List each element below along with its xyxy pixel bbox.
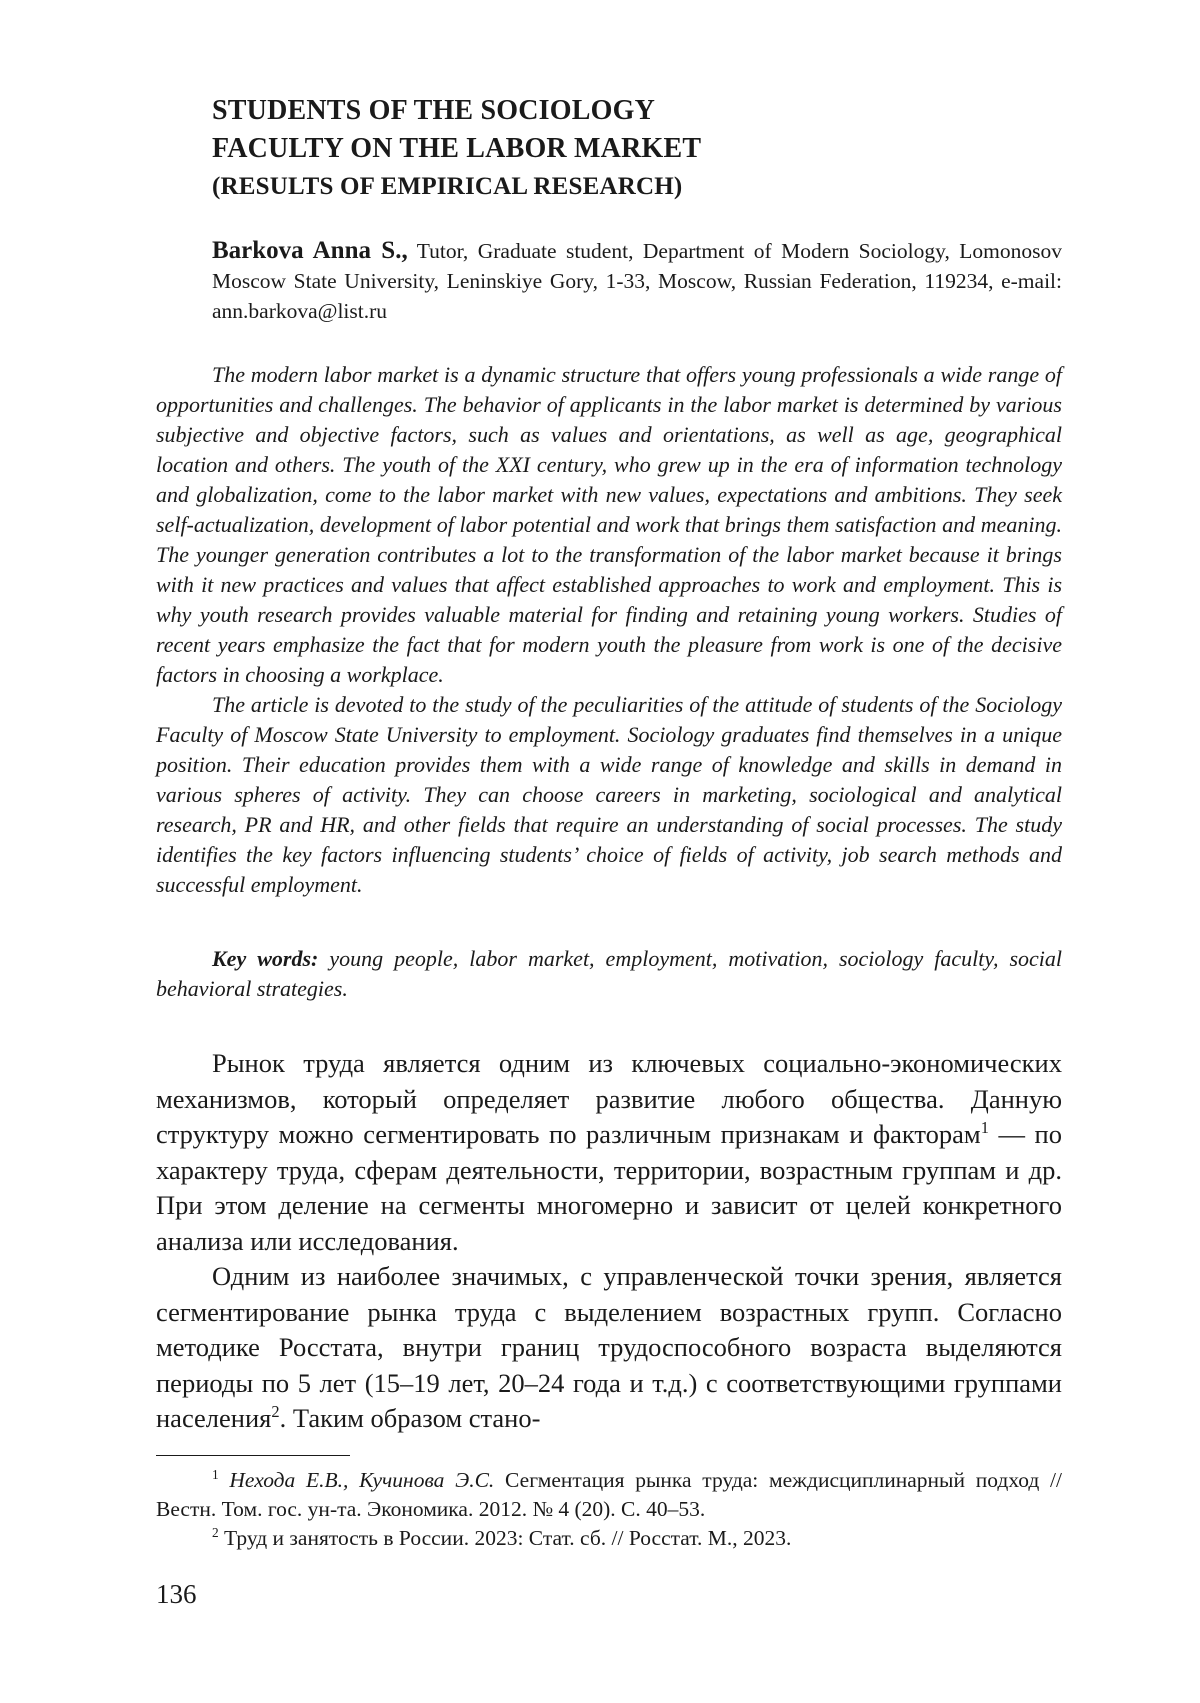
abstract-paragraph-1: The modern labor market is a dynamic structure that offers young professionals a wide range of opportunities and challenges. The behavior of applicants in the labor market is determined by various subjective and objective factors, such as values and orientations, as well as age, geographical location and others. The youth of the XXI century, who grew up in the era of information technology and globalization, come to the labor market with new values, expectations and ambitions. They seek self-actualization, development of labor potential and work that brings them satisfaction and meaning. The younger generation contributes a lot to the transformation of the labor market because it brings with it new practices and values that affect established approaches to work and employment. This is why youth research provides valuable material for finding and retaining young workers. Studies of recent years emphasize the fact that for modern youth the pleasure from work is one of the decisive factors in choosing a workplace. [156,362,1062,687]
body-p2-text-a: Одним из наиболее значимых, с управленческой точки зрения, является сегментирование рынка труда с выделением возрастных групп. Согласно методике Росстата, внутри границ трудоспособного возраста выделяются периоды по 5 лет (15–19 лет, 20–24 года и т.д.) с соответствующими группами населения [156,1261,1062,1433]
keywords-text: young people, labor market, employment, motivation, sociology faculty, social behavioral strategies. [156,946,1063,1001]
title-line-2: FACULTY ON THE LABOR MARKET [212,133,702,164]
body-p1-text-b: — по характеру труда, сферам деятельности, территории, возрастным группам и др. При этом деление на сегменты многомерно и зависит от целей конкретного анализа или исследования. [156,1119,1062,1256]
body-paragraph-1 [156,1046,1062,1259]
abstract [156,360,1062,900]
footnote-ref-1[interactable]: 1 [980,1117,989,1137]
footnote-1-text: Сегментация рынка труда: междисциплинарный подход // Вестн. Том. гос. ун-та. Экономика. 2012. № 4 (20). С. 40–53. [156,1468,1062,1521]
keywords-label: Key words: [212,946,319,971]
footnote-divider [156,1455,350,1456]
footnote-2 [156,1524,1062,1553]
author-block [212,236,1062,326]
body-text [156,1046,1062,1437]
footnote-ref-2[interactable]: 2 [271,1401,280,1421]
title-line-3: (RESULTS OF EMPIRICAL RESEARCH) [212,173,683,200]
keywords [156,944,1062,1004]
footnote-2-number: 2 [212,1524,219,1540]
footnote-1-number: 1 [212,1466,219,1482]
footnote-1 [156,1466,1062,1524]
body-p2-text-b: . Таким образом стано- [279,1403,541,1433]
body-p1-text-a: Рынок труда является одним из ключевых социально-экономических механизмов, который определяет развитие любого общества. Данную структуру можно сегментировать по различным признакам и факторам [156,1048,1062,1149]
footnotes [156,1466,1062,1553]
title-line-1: STUDENTS OF THE SOCIOLOGY [212,95,656,126]
body-paragraph-2 [156,1259,1062,1437]
author-affiliation: Tutor, Graduate student, Department of Modern Sociology, Lomonosov Moscow State University, Leninskiye Gory, 1-33, Moscow, Russian Federation, 119234, e-mail: ann.barkova@list.ru [212,239,1063,323]
footnote-1-authors: Нехода Е.В., Кучинова Э.С. [229,1468,495,1492]
article-title [212,92,1092,206]
footnote-2-text: Труд и занятость в России. 2023: Стат. сб. // Росстат. М., 2023. [224,1526,792,1550]
author-name: Barkova Anna S., [212,237,408,264]
page-number: 136 [156,1579,197,1609]
abstract-paragraph-2: The article is devoted to the study of the peculiarities of the attitude of students of the Sociology Faculty of Moscow State University to employment. Sociology graduates find themselves in a unique position. Their education provides them with a wide range of knowledge and skills in demand in various spheres of activity. They can choose careers in marketing, sociological and analytical research, PR and HR, and other fields that require an understanding of social processes. The study identifies the key factors influencing students’ choice of fields of activity, job search methods and successful employment. [156,692,1062,897]
